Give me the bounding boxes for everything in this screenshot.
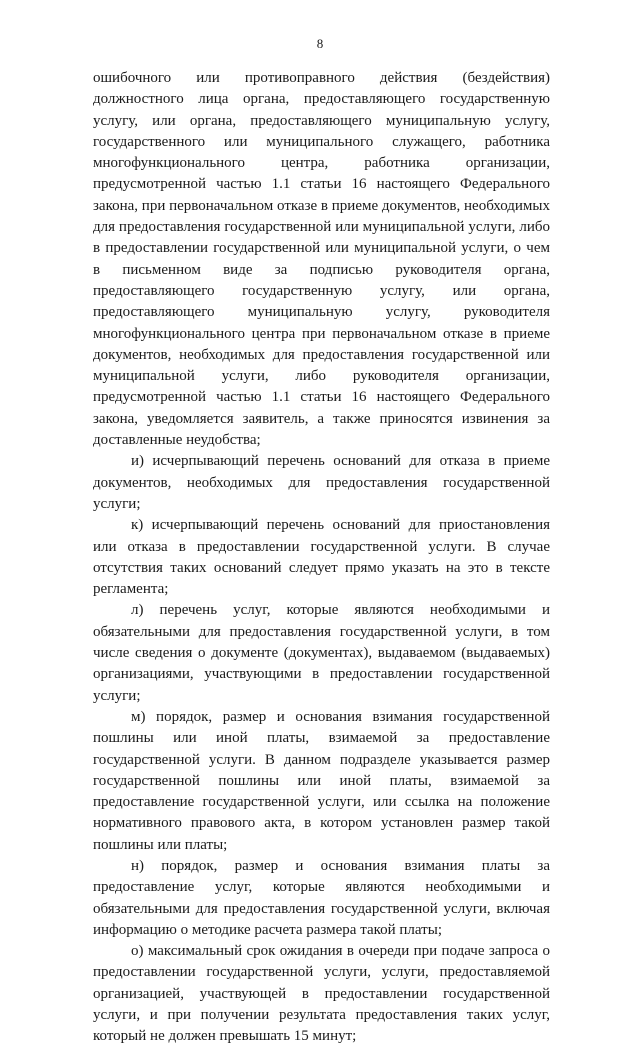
paragraph-item-i: и) исчерпывающий перечень оснований для отказа в приеме документов, необходимых для предоставления государственной услуги; xyxy=(93,453,550,512)
paragraph-item-l: л) перечень услуг, которые являются необходимыми и обязательными для предоставления государственной услуги, в том числе сведения о документе (документах), выдаваемом (выдаваемых) организациями, участвующими в предоставлении государственной услуги; xyxy=(93,602,550,704)
paragraph-item-m: м) порядок, размер и основания взимания государственной пошлины или иной платы, взимаемой за предоставление государственной услуги. В данном подразделе указывается размер государственной пошлины или иной платы, взимаемой за предоставление государственной услуги, или ссылка на положение нормативного правового акта, в котором установлен размер такой пошлины или платы; xyxy=(93,708,550,853)
paragraph-continuation: ошибочного или противоправного действия (бездействия) должностного лица органа, предоставляющего государственную услугу, или органа, предоставляющего муниципальную услугу, государственного или муниципального служащего, работника многофункционального центра, работника организации, предусмотренной частью 1.1 статьи 16 настоящего Федерального закона, при первоначальном отказе в приеме документов, необходимых для предоставления государственной или муниципальной услуги, либо в предоставлении государственной или муниципальной услуги, о чем в письменном виде за подписью руководителя органа, предоставляющего государственную услугу, или органа, предоставляющего муниципальную услугу, руководителя многофункционального центра при первоначальном отказе в приеме документов, необходимых для предоставления государственной или муниципальной услуги, либо руководителя организации, предусмотренной частью 1.1 статьи 16 настоящего Федерального закона, уведомляется заявитель, а также приносятся извинения за доставленные неудобства; xyxy=(93,70,550,449)
paragraph-item-n: н) порядок, размер и основания взимания платы за предоставление услуг, которые являются необходимыми и обязательными для предоставления государственной услуги, включая информацию о методике расчета размера такой платы; xyxy=(93,857,550,938)
paragraph-item-o: о) максимальный срок ожидания в очереди при подаче запроса о предоставлении государственной услуги, услуги, предоставляемой организацией, участвующей в предоставлении государственной услуги, и при получении результата предоставления таких услуг, который не должен превышать 15 минут; xyxy=(93,943,550,1045)
document-body xyxy=(93,68,550,1048)
paragraph-item-k: к) исчерпывающий перечень оснований для приостановления или отказа в предоставлении государственной услуги. В случае отсутствия таких оснований следует прямо указать на это в тексте регламента; xyxy=(93,517,550,598)
page-number: 8 xyxy=(316,36,324,51)
